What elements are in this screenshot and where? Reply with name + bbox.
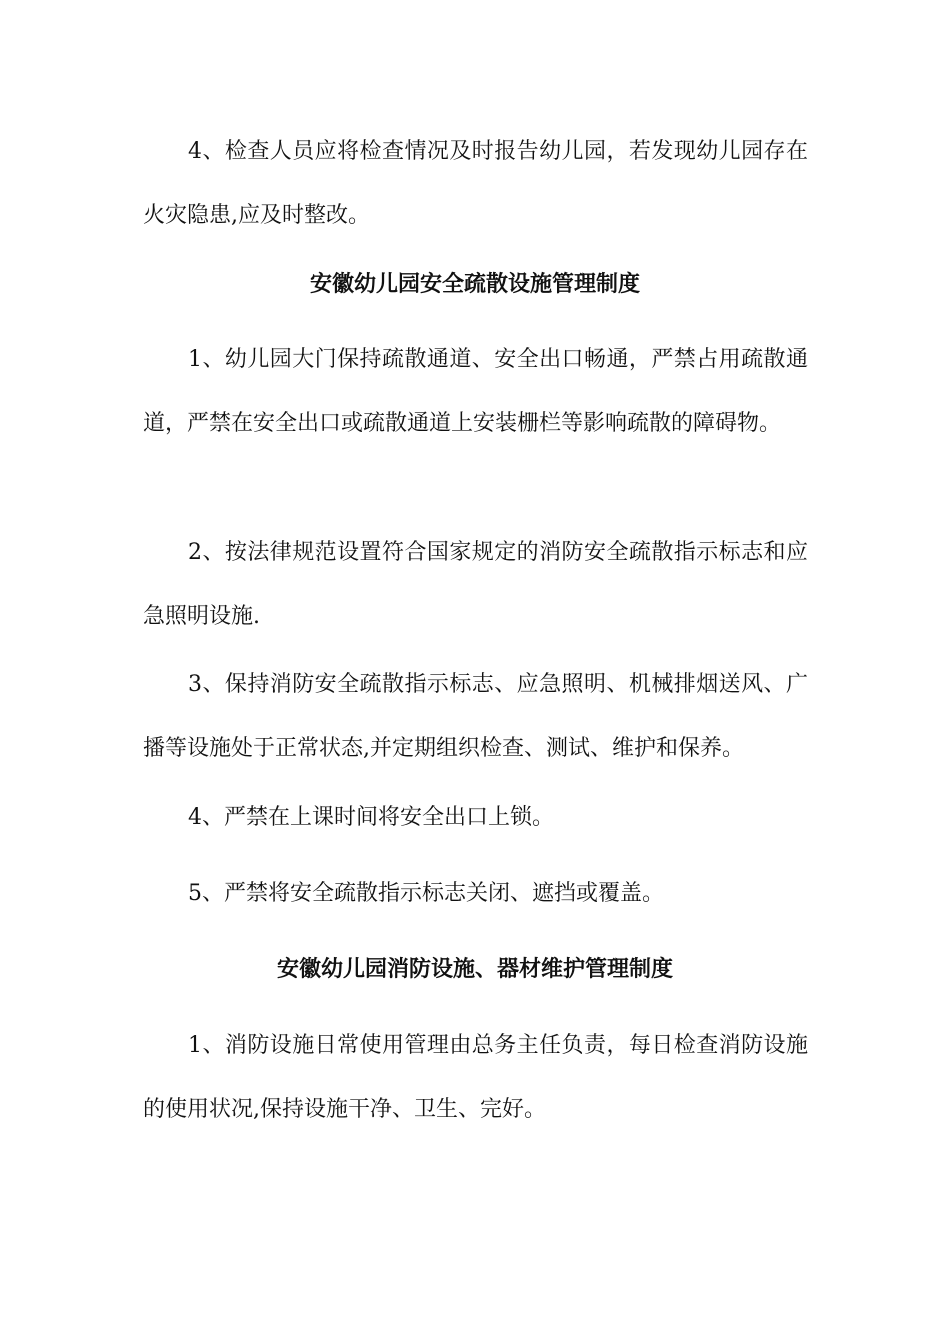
evacuation-item-2: 2、按法律规范设置符合国家规定的消防安全疏散指示标志和应急照明设施. (143, 540, 808, 629)
section-heading-evacuation: 安徽幼儿园安全疏散设施管理制度 (309, 272, 640, 297)
evacuation-item-1: 1、幼儿园大门保持疏散通道、安全出口畅通，严禁占用疏散通道，严禁在安全出口或疏散通道上安装栅栏等影响疏散的障碍物。 (143, 347, 808, 436)
section-heading-equipment: 安徽幼儿园消防设施、器材维护管理制度 (276, 957, 673, 982)
evacuation-item-3: 3、保持消防安全疏散指示标志、应急照明、机械排烟送风、广播等设施处于正常状态,并定期组织检查、测试、维护和保养。 (143, 672, 808, 761)
equipment-item-1: 1、消防设施日常使用管理由总务主任负责，每日检查消防设施的使用状况,保持设施干净、卫生、完好。 (143, 1033, 808, 1122)
inspection-item-4: 4、检查人员应将检查情况及时报告幼儿园，若发现幼儿园存在火灾隐患,应及时整改。 (143, 139, 808, 228)
evacuation-item-5: 5、严禁将安全疏散指示标志关闭、遮挡或覆盖。 (188, 881, 664, 906)
evacuation-item-4: 4、严禁在上课时间将安全出口上锁。 (188, 805, 554, 830)
